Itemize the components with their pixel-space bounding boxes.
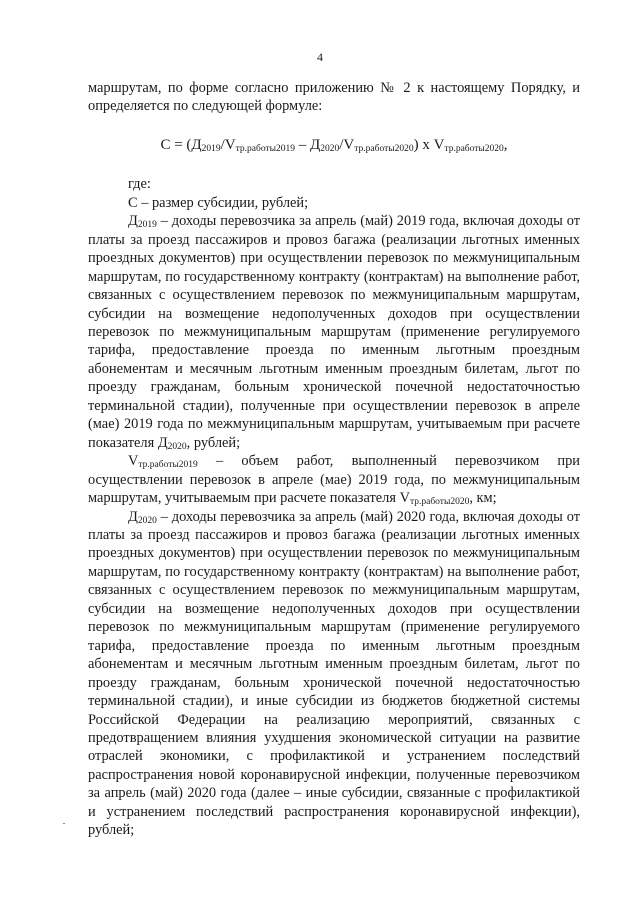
definition-d2020: $Д_{2020}$ – доходы перевозчика за апрель (май) 2020 года, включая доходы от платы за проезд пассажиров и провоз багажа (реализации льготных именных проездных документов) при осуществлении перевозок по межмуниципальным маршрутам, по государственному контракту (контрактам) на выполнение работ, связанных с осуществлением перевозок по межмуниципальным маршрутам, субсидии на возмещение недополученных доходов при осуществлении перевозок по межмуниципальным маршрутам (применение регулируемого тарифа, предоставление проезда по именным льготным проездным абонементам и месячным льготным именным проездным билетам, льгот по проезду гражданам, больным хронической почечной недостаточностью терминальной стадии), и иные субсидии из бюджетов бюджетной системы Российской Федерации на реализацию мероприятий, связанных с предотвращением влияния ухудшения экономической ситуации на развитие отраслей экономики, с профилактикой и устранением последствий распространения новой коронавирусной инфекции, полученные перевозчиком за апрель (май) 2020 года (далее – иные субсидии, связанные с профилактикой и устранением последствий распространения коронавирусной инфекции), рублей; (88, 508, 580, 839)
definition-v2019: $V_{тр.работы2019}$ – объем работ, выполненный перевозчиком при осуществлении перевозок в апреле (мае) 2019 года, по межмуниципальным маршрутам, учитываемым при расчете показателя $V_{тр.работы2020}$, км; (88, 453, 580, 508)
page-number: 4 (317, 50, 323, 64)
definition-d2019: $Д_{2019}$ – доходы перевозчика за апрель (май) 2019 года, включая доходы от платы за проезд пассажиров и провоз багажа (реализации льготных именных проездных документов) при осуществлении перевозок по межмуниципальным маршрутам, по государственному контракту (контрактам) на выполнение работ, связанных с осуществлением перевозок по межмуниципальным маршрутам, субсидии на возмещение недополученных доходов при осуществлении перевозок по межмуниципальным маршрутам (применение регулируемого тарифа, предоставление проезда по именным льготным проездным абонементам и месячным льготным именным проездным билетам, льгот по проезду гражданам, больным хронической почечной недостаточностью терминальной стадии), полученные при осуществлении перевозок в апреле (мае) 2019 года по межмуниципальным маршрутам, учитываемым при расчете показателя $Д_{2020}$, рублей; (88, 213, 580, 452)
document-body (88, 79, 580, 840)
scan-speck (63, 823, 65, 824)
intro-line-1: маршрутам, по форме согласно приложению № 2 к настоящему Порядку, и (88, 80, 580, 96)
intro-paragraph (88, 79, 580, 116)
definition-c: С – размер субсидии, рублей; (128, 194, 309, 211)
subsidy-formula: $С = (Д_{2019}/V_{тр.работы2019} - Д_{2020}/V_{тр.работы2020})$ х $V_{тр.работы2020}$, (160, 136, 508, 154)
where-label: где: (128, 176, 151, 193)
intro-line-2: определяется по следующей формуле: (88, 98, 323, 115)
